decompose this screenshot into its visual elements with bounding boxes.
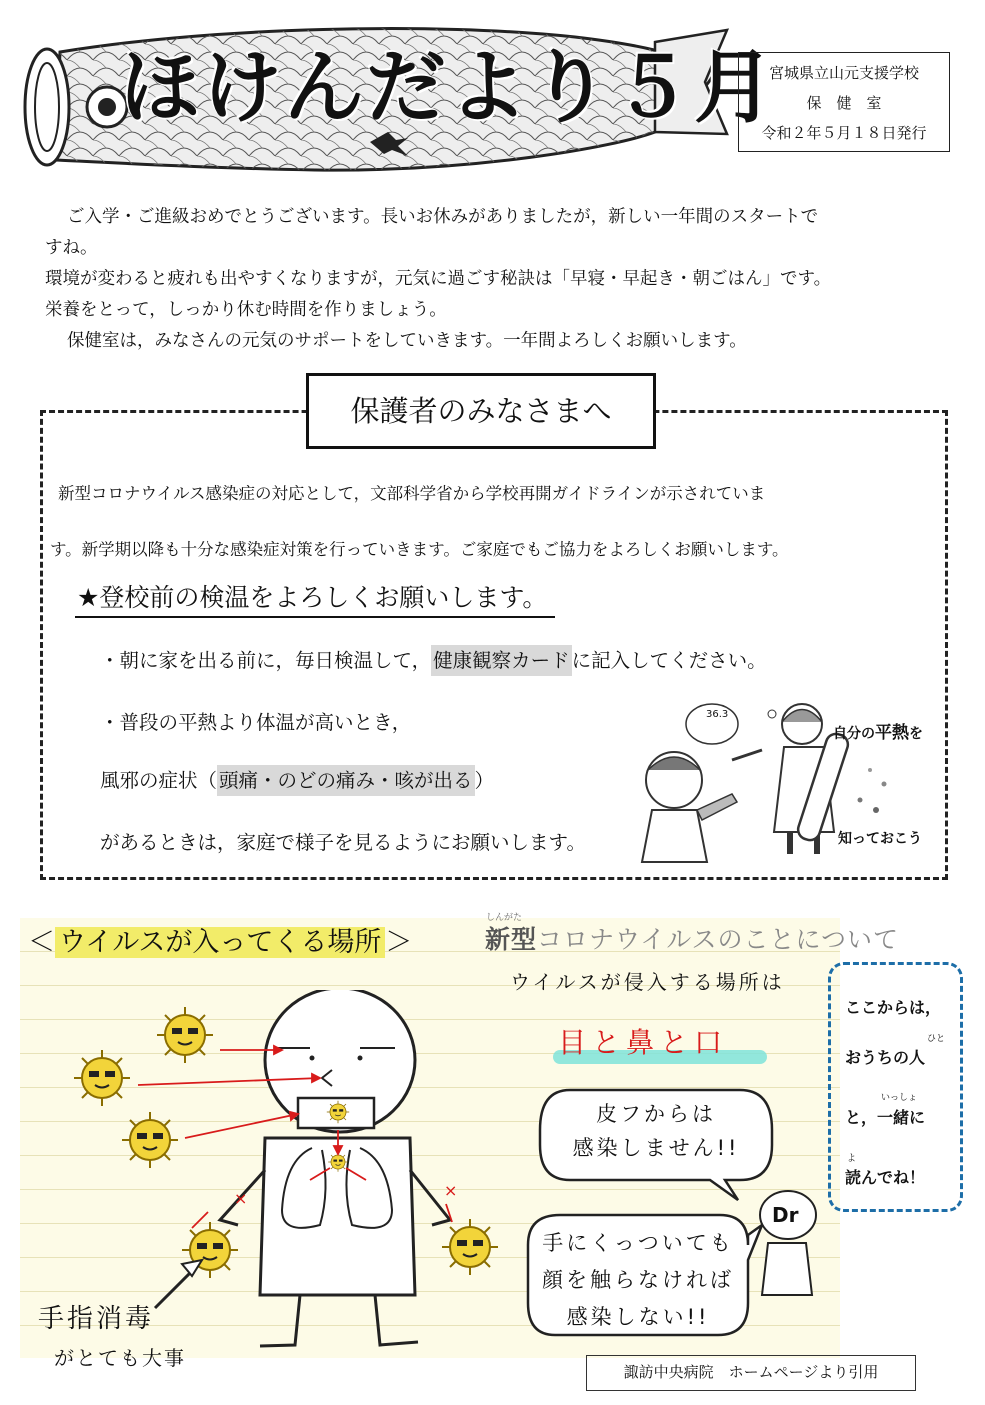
illus-caption-b: 平熱 (875, 723, 909, 743)
bullet1-text-a: ・朝に家を出る前に，毎日検温して， (100, 649, 432, 672)
health-card-highlight: 健康観察カード (431, 645, 572, 676)
read-line-4-a: 読 (845, 1168, 862, 1187)
read-line-2-b: 人 (909, 1048, 926, 1067)
read-line-1: ここからは， (845, 998, 942, 1017)
read-line-2-a: おうちの (845, 1048, 910, 1067)
illus-caption-bottom: 知っておこう (838, 831, 922, 847)
school-info-box (738, 52, 950, 152)
read-line-3-c: に (909, 1108, 926, 1127)
temperature-heading: ★登校前の検温をよろしくお願いします。 (75, 578, 555, 618)
line3-text-b: ） (474, 769, 495, 792)
read-line-4-b: んでね！ (861, 1168, 926, 1187)
intro-paragraph (45, 202, 945, 357)
bubble2-line3: 感染しない!! (566, 1305, 710, 1329)
intro-line-4: 栄養をとって，しっかり休む時間を作りましょう。 (45, 300, 447, 320)
eyes-nose-mouth-text: 目と鼻と口 (558, 1026, 729, 1059)
thermometer-reading: 36.3 (706, 709, 729, 720)
notice-text (50, 460, 940, 584)
svg-text:×: × (234, 1189, 248, 1208)
illus-caption-c: を (909, 726, 923, 742)
virus-title-open: ＜ (28, 927, 55, 958)
intro-line-2: すね。 (45, 238, 98, 258)
virus-entry-title (28, 920, 412, 959)
illus-caption-a: 自分の (833, 726, 875, 742)
speech-bubble-hands (528, 1225, 748, 1336)
bubble2-line1: 手にくっついても (542, 1231, 734, 1255)
illus-caption-top (833, 718, 923, 743)
issue-date: 令和２年５月１８日発行 (761, 124, 927, 142)
newsletter-title: ほけんだより５月 (120, 41, 776, 134)
invade-place-text: ウイルスが侵入する場所は (510, 970, 785, 994)
virus-title-text: ウイルスが入ってくる場所 (55, 927, 385, 958)
bubble2-line2: 顔を触らなければ (542, 1268, 734, 1292)
doctor-label: Dr (772, 1203, 799, 1227)
bullet-line-2: ・普段の平熱より体温が高いとき， (100, 711, 412, 734)
svg-text:×: × (444, 1181, 458, 1200)
line3-text-a: 風邪の症状（ (100, 769, 218, 792)
intro-line-5: 保健室は，みなさんの元気のサポートをしていきます。一年間よろしくお願いします。 (67, 331, 747, 351)
source-credit: 諏訪中央病院 ホームページより引用 (586, 1355, 916, 1391)
intro-line-3: 環境が変わると疲れも出やすくなりますが，元気に過ごす秘訣は「早寝・早起き・朝ごはん」です。 (45, 269, 832, 289)
ruby-hito: ひと (927, 1034, 946, 1044)
read-line-3 (845, 1105, 925, 1128)
intro-line-1: ご入学・ご進級おめでとうございます。長いお休みがありましたが，新しい一年間のスタートで (67, 207, 819, 227)
corona-title-rest: コロナウイルスのことについて (537, 925, 900, 954)
bullet-line-4: があるときは，家庭で様子を見るようにお願いします。 (100, 831, 586, 854)
bubble1-line2: 感染しません!! (572, 1136, 740, 1160)
hand-disinfect-text: 手指消毒 (38, 1304, 155, 1334)
notice-text-line-2: す。新学期以降も十分な感染症対策を行っていきます。ご家庭でもご協力をよろしくお願いします。 (50, 540, 789, 559)
read-together-box (828, 962, 963, 1212)
virus-title-close: ＞ (385, 927, 413, 958)
hand-important-text: がとても大事 (54, 1346, 186, 1370)
corona-title (485, 920, 899, 956)
bubble1-line1: 皮フからは (596, 1102, 716, 1126)
ruby-issho: いっしょ (881, 1093, 918, 1103)
corona-ruby: しんがた (486, 913, 523, 923)
school-name: 宮城県立山元支援学校 (768, 64, 919, 82)
read-line-2 (845, 1045, 925, 1068)
corona-title-shingata: 新型 (485, 925, 538, 954)
read-line-3-b: 一緒 (877, 1108, 910, 1127)
speech-bubble-skin (545, 1097, 767, 1165)
notice-text-line-1: 新型コロナウイルス感染症の対応として，文部科学省から学校再開ガイドラインが示されていま (58, 484, 766, 503)
parents-notice-title: 保護者のみなさまへ (306, 373, 656, 449)
read-line-4 (845, 1165, 925, 1188)
ruby-yo: よ (847, 1154, 857, 1164)
read-line-3-a: と， (845, 1108, 878, 1127)
symptoms-highlight: 頭痛・のどの痛み・咳が出る (217, 765, 475, 796)
bullet1-text-b: に記入してください。 (571, 649, 767, 672)
school-dept: 保 健 室 (806, 94, 882, 112)
bullet-line-1 (100, 642, 767, 680)
bullet-line-3 (100, 762, 494, 800)
